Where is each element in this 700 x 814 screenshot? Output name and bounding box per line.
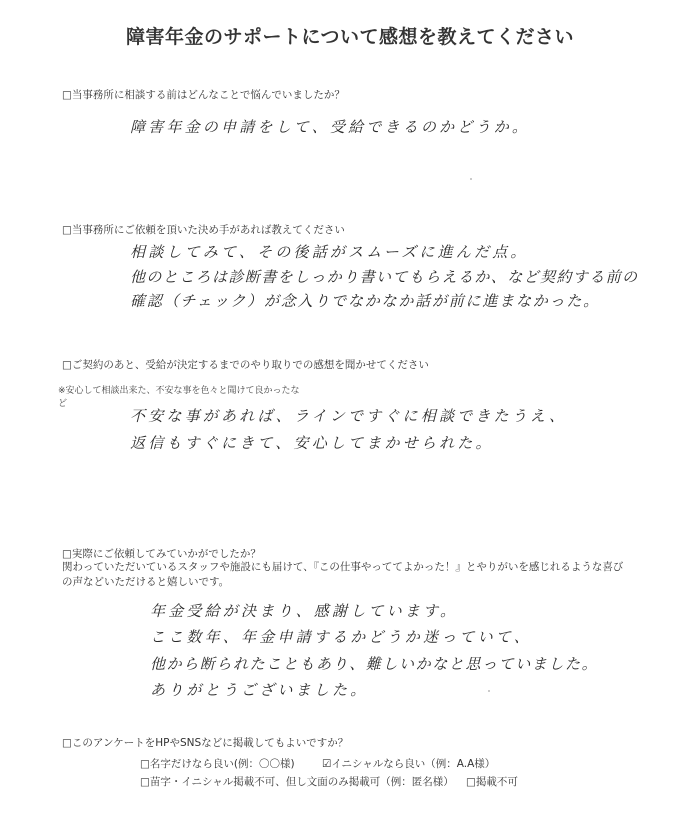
option-name-only-checkbox[interactable]: □名字だけなら良い(例：〇〇様) [140, 758, 295, 770]
option-no-publish-checkbox[interactable]: □掲載不可 [466, 776, 518, 788]
answer-line: 返信もすぐにきて、安心してまかせられた。 [130, 434, 494, 452]
scan-speck [488, 690, 490, 692]
question-deciding-factor: □当事務所にご依頼を頂いた決め手があれば教えてください [62, 224, 345, 236]
answer-line: 確認（チェック）が念入りでなかなか話が前に進まなかった。 [130, 292, 600, 310]
question-after-contract: □ご契約のあと、受給が決定するまでのやり取りでの感想を聞かせてください [62, 359, 429, 371]
question-how-was-it: □実際にご依頼してみていかがでしたか？ [62, 548, 261, 560]
answer-line: 他のところは診断書をしっかり書いてもらえるか、など契約する前の [130, 268, 639, 286]
page-title: 障害年金のサポートについて感想を教えてください [125, 26, 575, 48]
question-note: ど [58, 399, 68, 409]
answer-line: ありがとうございました。 [150, 681, 369, 699]
answer-line: 年金受給が決まり、感謝しています。 [150, 602, 459, 620]
option-initial-checkbox[interactable]: ☑イニシャルなら良い（例：A.A様） [322, 758, 496, 770]
answer-line: 相談してみて、その後話がスムーズに進んだ点。 [130, 243, 529, 261]
question-publish-permission: □このアンケートをHPやSNSなどに掲載してもよいですか？ [62, 737, 349, 749]
answer-line: 他から断られたこともあり、難しいかなと思っていました。 [150, 655, 599, 673]
question-consult-worries: □当事務所に相談する前はどんなことで悩んでいましたか？ [62, 89, 345, 101]
question-description: の声などいただけると嬉しいです。 [62, 576, 230, 588]
scan-speck [470, 178, 472, 180]
question-note: ※安心して相談出来た、不安な事を色々と聞けて良かったな [58, 386, 300, 396]
question-description: 関わっていただいているスタッフや施設にも届けて、『この仕事やっててよかった！』とやりがいを感じれるような喜び [62, 561, 624, 573]
option-text-only-checkbox[interactable]: □苗字・イニシャル掲載不可、但し文面のみ掲載可（例：匿名様） [140, 776, 454, 788]
answer-line: ここ数年、年金申請するかどうか迷っていて、 [150, 628, 532, 646]
answer-line: 不安な事があれば、ラインですぐに相談できたうえ、 [130, 407, 568, 425]
answer-line: 障害年金の申請をして、受給できるのかどうか。 [130, 118, 531, 136]
